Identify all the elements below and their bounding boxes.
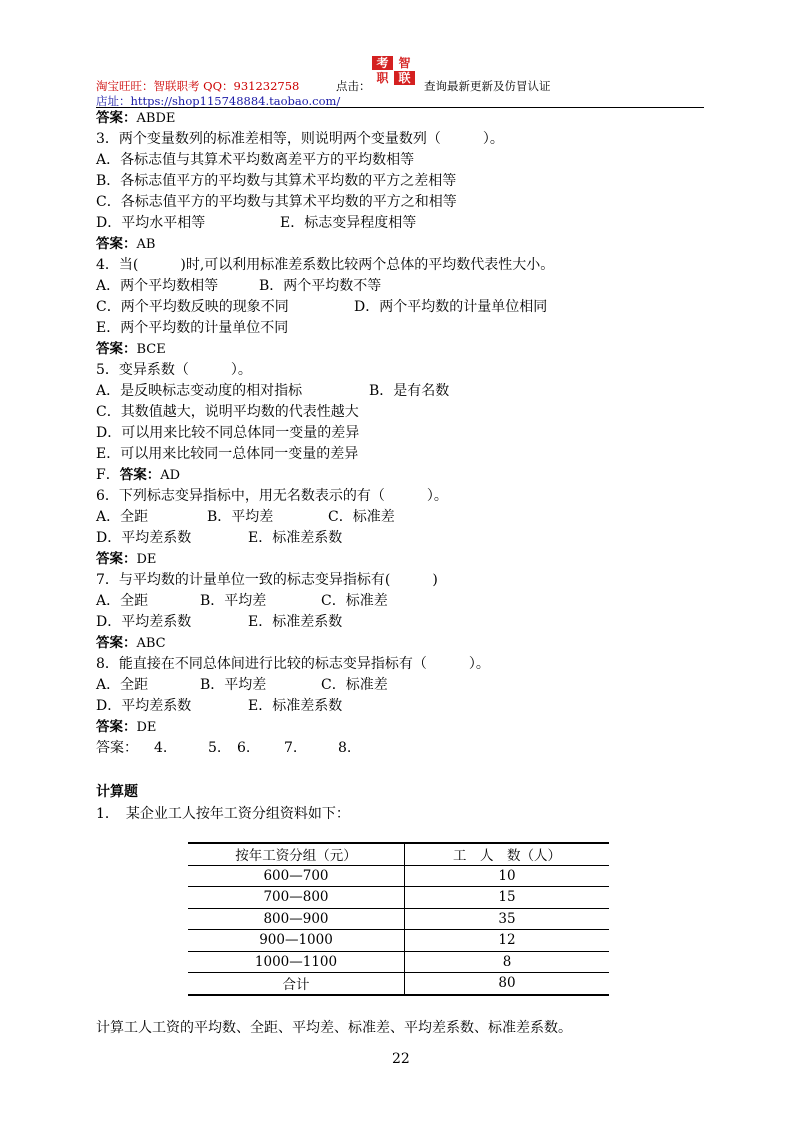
section-title: 计算题 xyxy=(96,784,138,800)
option-row xyxy=(96,528,716,549)
wage-table xyxy=(188,842,609,996)
table-row xyxy=(188,973,609,995)
option-item: 答案： xyxy=(96,740,138,756)
option-item: 8. xyxy=(338,740,352,756)
answer-line xyxy=(96,633,716,654)
text-line: A．各标志值与其算术平均数离差平方的平均数相等 xyxy=(96,152,415,168)
option-item: E．标准差系数 xyxy=(248,698,343,714)
zhilian-logo[interactable] xyxy=(372,56,416,86)
answer-label: 答案： xyxy=(96,110,137,126)
answer-label: 答案： xyxy=(96,236,137,252)
worker-count-cell: 10 xyxy=(405,865,610,887)
table-row xyxy=(188,908,609,930)
answer-line xyxy=(96,339,716,360)
wage-range-cell: 600—700 xyxy=(188,865,405,887)
logo-char: 职 xyxy=(372,71,393,85)
option-item: D．平均水平相等 xyxy=(96,215,206,231)
answer-label: 答案： xyxy=(96,635,137,651)
answer-line xyxy=(96,108,716,129)
option-item: C．标准差 xyxy=(321,593,388,609)
text-line: E．两个平均数的计量单位不同 xyxy=(96,320,289,336)
option-item: A．两个平均数相等 xyxy=(96,278,219,294)
answer-label: 答案： xyxy=(119,467,161,483)
option-item: B．平均差 xyxy=(200,677,267,693)
option-item: A．全距 xyxy=(96,509,149,525)
option-item: 4. xyxy=(154,740,168,756)
table-row xyxy=(188,951,609,973)
shop-contact: 淘宝旺旺：智联职考 QQ：931232758 xyxy=(96,79,300,93)
option-item: B．平均差 xyxy=(200,593,267,609)
text-line: 7．与平均数的计量单位一致的标志变异指标有( ) xyxy=(96,572,438,588)
option-item: D．平均差系数 xyxy=(96,614,192,630)
question-list xyxy=(96,108,716,759)
table-row xyxy=(188,930,609,952)
wage-range-cell: 合计 xyxy=(188,973,405,995)
answer-label: 答案： xyxy=(96,341,137,357)
option-item: D．两个平均数的计量单位相同 xyxy=(354,299,548,315)
click-label: 点击： xyxy=(336,79,371,93)
option-item: B．平均差 xyxy=(207,509,274,525)
wage-range-cell: 800—900 xyxy=(188,908,405,930)
option-item: B．是有名数 xyxy=(369,383,450,399)
text-line: 6．下列标志变异指标中，用无名数表示的有（ ）。 xyxy=(96,488,448,504)
answer-value: AB xyxy=(136,237,156,252)
option-item: A．全距 xyxy=(96,593,149,609)
option-item: 5. xyxy=(208,740,222,756)
option-item: E．标志变异程度相等 xyxy=(280,215,417,231)
option-row xyxy=(96,213,716,234)
logo-char: 联 xyxy=(394,71,415,85)
worker-count-cell: 35 xyxy=(405,908,610,930)
option-row xyxy=(96,612,716,633)
option-row xyxy=(96,297,716,318)
option-item: D．平均差系数 xyxy=(96,698,192,714)
option-item: D．平均差系数 xyxy=(96,530,192,546)
option-item: A．全距 xyxy=(96,677,149,693)
text-line: C．各标志值平方的平均数与其算术平均数的平方之和相等 xyxy=(96,194,457,210)
shop-url-link[interactable]: 店址：https://shop115748884.taobao.com/ xyxy=(96,94,341,108)
option-item: B．两个平均数不等 xyxy=(259,278,382,294)
text-line: D．可以用来比较不同总体同一变量的差异 xyxy=(96,425,360,441)
wage-range-cell: 900—1000 xyxy=(188,930,405,952)
answer-value: DE xyxy=(136,720,157,735)
worker-count-cell: 15 xyxy=(405,887,610,909)
option-row xyxy=(96,591,716,612)
text-line: 8．能直接在不同总体间进行比较的标志变异指标有（ ）。 xyxy=(96,656,490,672)
option-row xyxy=(96,738,716,759)
table-row xyxy=(188,887,609,909)
option-item: E．标准差系数 xyxy=(248,614,343,630)
option-item: 6. xyxy=(237,740,251,756)
answer-line xyxy=(96,465,716,486)
answer-line xyxy=(96,717,716,738)
answer-value: AD xyxy=(160,468,181,483)
text-line: 4．当( )时,可以利用标准差系数比较两个总体的平均数代表性大小。 xyxy=(96,257,555,273)
table-row xyxy=(188,865,609,887)
answer-line xyxy=(96,234,716,255)
option-item: E．标准差系数 xyxy=(248,530,343,546)
option-row xyxy=(96,675,716,696)
logo-char: 智 xyxy=(394,56,415,70)
answer-label: 答案： xyxy=(96,719,137,735)
calc-question: 1． 某企业工人按年工资分组资料如下： xyxy=(96,806,350,822)
table-header: 按年工资分组（元） xyxy=(188,843,405,865)
answer-value: ABDE xyxy=(136,111,176,126)
option-item: C．标准差 xyxy=(328,509,395,525)
option-item: A．是反映标志变动度的相对指标 xyxy=(96,383,303,399)
option-row xyxy=(96,381,716,402)
text-line: C．其数值越大，说明平均数的代表性越大 xyxy=(96,404,359,420)
worker-count-cell: 80 xyxy=(498,975,516,992)
worker-count-cell: 8 xyxy=(405,951,610,973)
text-line: B．各标志值平方的平均数与其算术平均数的平方之差相等 xyxy=(96,173,457,189)
option-item: C．两个平均数反映的现象不同 xyxy=(96,299,289,315)
wage-range-cell: 1000—1100 xyxy=(188,951,405,973)
logo-char: 考 xyxy=(372,56,393,70)
worker-count-cell: 12 xyxy=(405,930,610,952)
page-number: 22 xyxy=(392,1051,410,1067)
wage-range-cell: 700—800 xyxy=(188,887,405,909)
text-line: 5．变异系数（ ）。 xyxy=(96,362,252,378)
option-row xyxy=(96,276,716,297)
text-line: E．可以用来比较同一总体同一变量的差异 xyxy=(96,446,359,462)
option-row xyxy=(96,507,716,528)
answer-value: BCE xyxy=(136,342,166,357)
answer-prefix: F． xyxy=(96,467,120,483)
answer-value: ABC xyxy=(136,636,166,651)
calc-task: 计算工人工资的平均数、全距、平均差、标准差、平均差系数、标准差系数。 xyxy=(96,1020,572,1036)
answer-value: DE xyxy=(136,552,157,567)
table-header: 工 人 数（人） xyxy=(405,843,610,865)
answer-label: 答案： xyxy=(96,551,137,567)
option-item: C．标准差 xyxy=(321,677,388,693)
option-row xyxy=(96,696,716,717)
answer-line xyxy=(96,549,716,570)
text-line: 3．两个变量数列的标准差相等，则说明两个变量数列（ ）。 xyxy=(96,131,504,147)
check-update-label: 查询最新更新及仿冒认证 xyxy=(424,79,551,93)
option-item: 7. xyxy=(284,740,298,756)
